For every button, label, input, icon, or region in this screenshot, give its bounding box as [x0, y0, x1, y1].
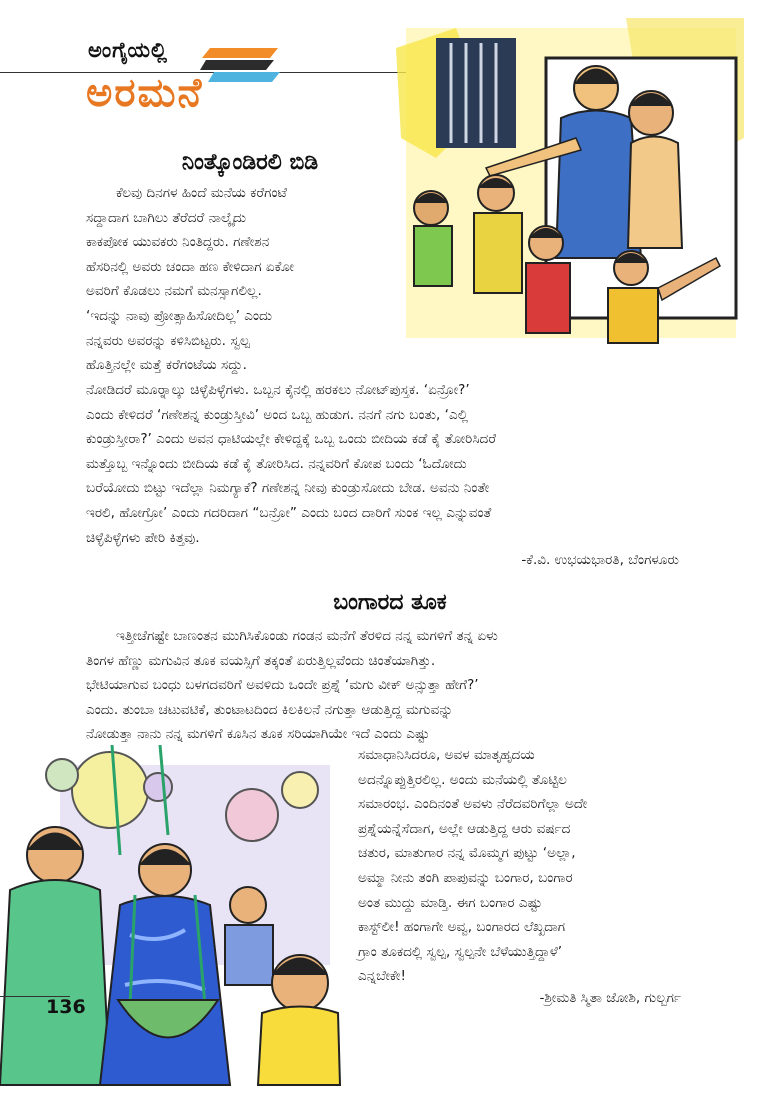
story1-line: ನೋಡಿದರೆ ಮೂರ್‍ನಾಲ್ಕು ಚಿಳ್ಳೆಪಿಳ್ಳೆಗಳು. ಒಬ್ಬನ ಕೈನಲ್ಲಿ ಹರಕಲು ನೋಟ್‌ಪುಸ್ತಕ. ‘ಏನ್ರೋ?’	[86, 382, 470, 398]
story1-line: ಮತ್ತೊಬ್ಬ ಇನ್ನೊಂದು ಬೀದಿಯ ಕಡೆ ಕೈ ತೋರಿಸಿದ. ನನ್ನವರಿಗೆ ಕೋಪ ಬಂದು ‘ಓದೋದು	[86, 455, 467, 472]
story1-line: ಅವರಿಗೆ ಕೊಡಲು ನಮಗೆ ಮನಸ್ಸಾಗಲಿಲ್ಲ.	[86, 283, 262, 300]
story1-title: ನಿಂತ್ಕೊಂಡಿರಲಿ ಬಿಡಿ	[181, 150, 319, 175]
story1-line: ಸದ್ದಾದಾಗ ಬಾಗಿಲು ತೆರೆದರೆ ನಾಲ್ಕೈದು	[86, 209, 247, 226]
masthead-stripes-icon	[200, 46, 280, 84]
story2-line: ಎನ್ನಬೇಕೇ!	[358, 968, 406, 985]
story2-line: ಸಮಾಧಾನಿಸಿದರೂ, ಅವಳ ಮಾತೃಹೃದಯ	[358, 747, 535, 763]
story1-paragraph-narrow	[86, 206, 294, 378]
story1-line: ಕಾಕಪೋಕ ಯುವಕರು ನಿಂತಿದ್ದರು. ಗಣೇಶನ	[86, 234, 270, 251]
story1-paragraph-top	[116, 181, 287, 206]
story2-line: ನೋಡುತ್ತಾ ನಾನು ನನ್ನ ಮಗಳಿಗೆ ಕೂಸಿನ ತೂಕ ಸರಿಯಾಗಿಯೇ ಇದೆ ಎಂದು ಎಷ್ಟು	[86, 726, 430, 743]
family-with-baby-illustration	[0, 745, 345, 1093]
story1-line: ಕೆಲವು ದಿನಗಳ ಹಿಂದೆ ಮನೆಯ ಕರೆಗಂಟೆ	[116, 185, 287, 201]
story2-paragraph-narrow	[358, 743, 587, 989]
story2-line: ಕಾಸ್ಟ್‌ಲೀ! ಹಂಗಾಗೇ ಅವ್ವ, ಬಂಗಾರದ ಲೆಖ್ಖದಾಗ	[358, 919, 566, 936]
story1-line: ಕುಂಡ್ರುಸ್ತೀರಾ?’ ಎಂದು ಅವನ ಧಾಟಿಯಲ್ಲೇ ಕೇಳಿದ್ದಕ್ಕೆ ಒಬ್ಬ ಒಂದು ಬೀದಿಯ ಕಡೆ ಕೈ ತೋರಿಸಿದರೆ	[86, 431, 497, 448]
story1-line: ಬರೆಯೋದು ಬಿಟ್ಟು ಇದೆಲ್ಲಾ ನಿಮಗ್ಯಾಕೆ? ಗಣೇಶನ್ನ ನೀವು ಕುಂಡ್ರುಸೋದು ಬೇಡ. ಅವನು ನಿಂತೇ	[86, 480, 490, 497]
story2-line: ಸಮಾರಂಭ. ಎಂದಿನಂತೆ ಅವಳು ನೆರೆದವರಿಗೆಲ್ಲಾ ಅದೇ	[358, 796, 588, 813]
story1-attribution: -ಕೆ.ವಿ. ಉಭಯಭಾರತಿ, ಬೆಂಗಳೂರು	[521, 552, 679, 568]
story2-line: ಭೇಟಿಯಾಗುವ ಬಂಧು ಬಳಗದವರಿಗೆ ಅವಳಿದು ಒಂದೇ ಪ್ರಶ್ನೆ ‘ಮಗು ವೀಕ್ ಅನ್ಸುತ್ತಾ ಹೇಗೆ?’	[86, 677, 479, 694]
story1-line: ಹೆಸರಿನಲ್ಲಿ ಅವರು ಚಂದಾ ಹಣ ಕೇಳಿದಾಗ ಏಕೋ	[86, 258, 294, 275]
page-number: 136	[46, 996, 86, 1018]
story2-line: ಅಮ್ಮಾ ನೀನು ತಂಗಿ ಪಾಪುವನ್ನು ಬಂಗಾರ, ಬಂಗಾರ	[358, 869, 573, 886]
story1-line: ಎಂದು ಕೇಳಿದರೆ ‘ಗಣೇಶನ್ನ ಕುಂಡ್ರುಸ್ತೀವಿ’ ಅಂದ ಒಬ್ಬ ಹುಡುಗ. ನನಗೆ ನಗು ಬಂತು, ‘ಎಲ್ಲಿ	[86, 406, 469, 423]
children-at-door-illustration	[396, 18, 744, 348]
story2-line: ಗ್ರಾಂ ತೂಕದಲ್ಲಿ ಸ್ವಲ್ಪ, ಸ್ವಲ್ಪನೇ ಬೆಳೆಯುತ್ತಿದ್ದಾಳೆ’	[358, 943, 563, 960]
story2-paragraph-wide	[86, 624, 498, 747]
story2-line: ತಿಂಗಳ ಹೆಣ್ಣು ಮಗುವಿನ ತೂಕ ವಯಸ್ಸಿಗೆ ತಕ್ಕಂತೆ ಏರುತ್ತಿಲ್ಲವೆಂದು ಚಿಂತೆಯಾಗಿತ್ತು.	[86, 652, 436, 669]
story2-line: ಪ್ರಶ್ನೆಯನ್ನೆಸೆದಾಗ, ಅಲ್ಲೇ ಆಡುತ್ತಿದ್ದ ಆರು ವರ್ಷದ	[358, 820, 571, 837]
story2-title: ಬಂಗಾರದ ತೂಕ	[333, 590, 447, 615]
story2-line: ಇತ್ತೀಚೆಗಷ್ಟೇ ಬಾಣಂತನ ಮುಗಿಸಿಕೊಂಡು ಗಂಡನ ಮನೆಗೆ ತೆರಳಿದ ನನ್ನ ಮಗಳಿಗೆ ತನ್ನ ಏಳು	[116, 628, 498, 644]
story1-line: ಚಿಳ್ಳೆಪಿಳ್ಳೆಗಳು ಪೇರಿ ಕಿತ್ತವು.	[86, 529, 200, 546]
masthead-small-text: ಅಂಗೈಯಲ್ಲಿ	[88, 38, 168, 62]
story1-line: ನನ್ನವರು ಅವರನ್ನು ಕಳಿಸಿಬಿಟ್ಟರು. ಸ್ವಲ್ಪ	[86, 332, 250, 349]
story2-line: ಅಂತ ಮುದ್ದು ಮಾಡ್ತಿ. ಈಗ ಬಂಗಾರ ಎಷ್ಟು	[358, 894, 543, 911]
story1-line: ಹೊತ್ತಿನಲ್ಲೇ ಮತ್ತೆ ಕರೆಗಂಟೆಯ ಸದ್ದು.	[86, 357, 247, 374]
story2-line: ಎಂದು. ತುಂಬಾ ಚಟುವಟಿಕೆ, ತುಂಟಾಟದಿಂದ ಕಿಲಕಿಲನೆ ನಗುತ್ತಾ ಆಡುತ್ತಿದ್ದ ಮಗುವನ್ನು	[86, 701, 454, 718]
story2-line: ಚತುರ, ಮಾತುಗಾರ ನನ್ನ ಮೊಮ್ಮಗ ಪುಟ್ಟು ‘ಅಲ್ಲಾ,	[358, 845, 576, 862]
story1-line: ಇರಲಿ, ಹೋಗ್ರೋ’ ಎಂದು ಗದರಿದಾಗ “ಬನ್ರೋ” ಎಂದು ಬಂದ ದಾರಿಗೆ ಸುಂಕ ಇಲ್ಲ ಎನ್ನುವಂತೆ	[86, 504, 492, 521]
masthead-brand: ಅರಮನೆ	[86, 70, 204, 116]
story2-attribution: -ಶ್ರೀಮತಿ ಸ್ಮಿತಾ ಜೋಶಿ, ಗುಲ್ಬರ್ಗ	[539, 990, 681, 1006]
story1-paragraph-wide	[86, 378, 496, 550]
story1-line: ‘ಇದನ್ನು ನಾವು ಪ್ರೋತ್ಸಾಹಿಸೋದಿಲ್ಲ’ ಎಂದು	[86, 307, 273, 324]
story2-line: ಅದನ್ನೊಪ್ಪುತ್ತಿರಲಿಲ್ಲ. ಅಂದು ಮನೆಯಲ್ಲಿ ತೊಟ್ಟಿಲ	[358, 771, 567, 788]
